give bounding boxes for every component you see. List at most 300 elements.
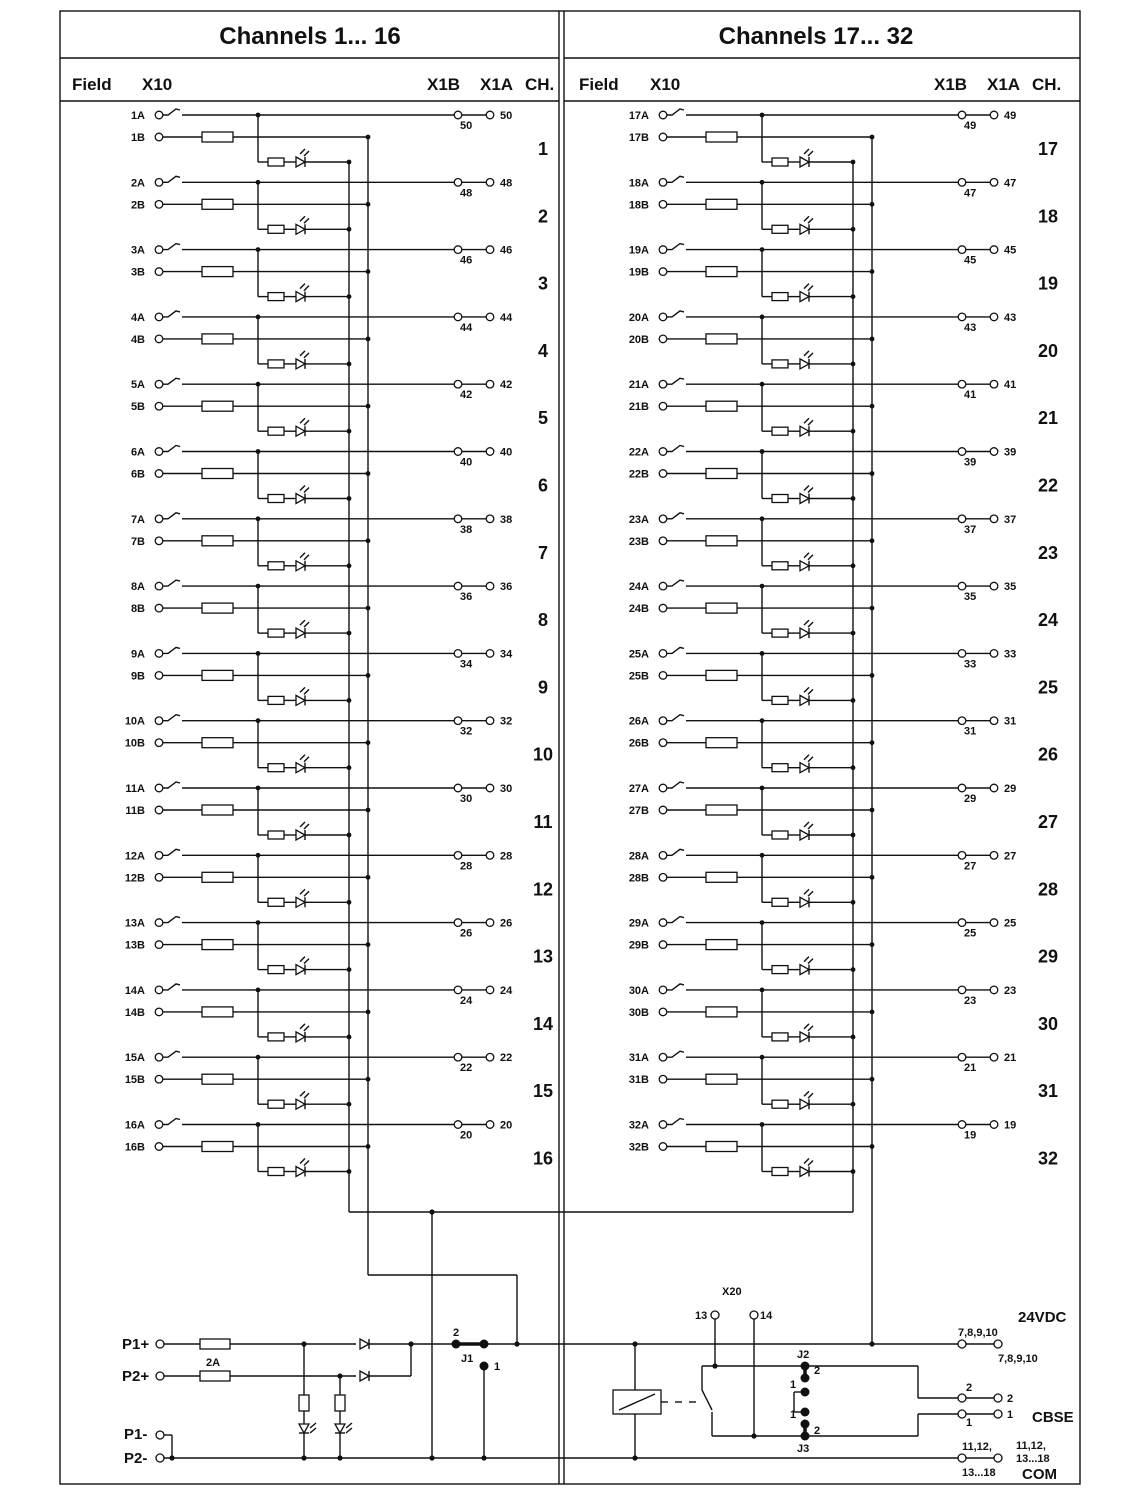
terminal-b-label: 15B (124, 1074, 145, 1087)
channel-row (125, 715, 553, 773)
resistor (202, 670, 233, 680)
x1b-terminal (454, 1053, 462, 1061)
terminal-a (659, 1121, 667, 1129)
terminal-b-label: 2B (130, 199, 145, 212)
cbse-pin1-a: 1 (966, 1417, 973, 1429)
switch-contact (667, 782, 684, 788)
com-terminal-b (994, 1454, 1002, 1462)
led-icon (800, 1167, 809, 1177)
x1b-terminal (454, 919, 462, 927)
terminal-a-label: 21A (628, 379, 649, 392)
x1a-pin-label: 48 (500, 177, 513, 190)
terminal-b (659, 201, 667, 209)
x1b-pin-label: 41 (964, 389, 977, 402)
x1a-pin-label: 38 (500, 513, 513, 526)
x1b-terminal (454, 246, 462, 254)
x1b-pin-label: 20 (460, 1129, 473, 1142)
header-x1a: X1A (987, 75, 1021, 94)
terminal-a (155, 313, 163, 321)
x1b-pin-label: 26 (460, 927, 473, 940)
terminal-a (659, 650, 667, 658)
channel-row (131, 647, 548, 705)
terminal-a (155, 650, 163, 658)
terminal-a-label: 3A (130, 244, 145, 257)
terminal-b (155, 1008, 163, 1016)
x1b-pin-label: 19 (964, 1129, 977, 1142)
led-resistor (772, 495, 788, 503)
cbse-terminal-2b (994, 1394, 1002, 1402)
led-resistor (268, 898, 284, 906)
switch-contact (163, 984, 180, 990)
x1a-terminal (486, 179, 494, 187)
switch-contact (667, 647, 684, 653)
terminal-b (659, 268, 667, 276)
led-resistor (772, 831, 788, 839)
terminal-a-label: 25A (628, 648, 649, 661)
terminal-a (659, 582, 667, 590)
header-x10: X10 (142, 75, 173, 94)
x1b-pin-label: 44 (460, 321, 473, 334)
output-terminals (872, 1309, 1074, 1483)
terminal-b-label: 21B (628, 401, 649, 414)
led-icon (800, 359, 809, 369)
led-resistor (772, 1033, 788, 1041)
switch-contact (163, 782, 180, 788)
x1b-pin-label: 39 (964, 456, 977, 469)
switch-contact (667, 1119, 684, 1125)
terminal-b-label: 23B (628, 535, 649, 548)
terminal-a-label: 24A (628, 581, 649, 594)
x1b-terminal (454, 852, 462, 860)
header-x1a: X1A (480, 75, 514, 94)
x1a-terminal (486, 313, 494, 321)
terminal-b-label: 13B (124, 939, 145, 952)
channel-rows-right (629, 109, 1058, 1177)
x1b-pin-label: 49 (964, 120, 977, 132)
x1a-terminal (990, 919, 998, 927)
switch-contact (163, 715, 180, 721)
channel-number: 8 (537, 610, 549, 631)
switch-contact (667, 849, 684, 855)
resistor (706, 469, 737, 479)
x1a-terminal (486, 919, 494, 927)
led-icon (296, 224, 305, 234)
terminal-a (659, 380, 667, 388)
x1b-pin-label: 30 (460, 793, 473, 805)
x1b-terminal (958, 448, 966, 456)
led-resistor (772, 1100, 788, 1108)
terminal-a-label: 11A (125, 783, 145, 795)
terminal-a-label: 1A (130, 110, 145, 122)
resistor (202, 940, 233, 950)
switch-contact (667, 311, 684, 317)
terminal-a-label: 28A (628, 850, 649, 863)
channel-row (125, 1119, 553, 1177)
channel-row (125, 984, 553, 1042)
channel-number: 20 (1037, 340, 1059, 361)
header-x10: X10 (650, 75, 681, 94)
terminal-a (659, 919, 667, 927)
channel-row (629, 917, 1058, 975)
resistor-led-p1 (299, 1395, 309, 1411)
terminal-a (659, 111, 667, 119)
terminal-a-label: 23A (628, 513, 649, 526)
channel-number: 3 (537, 273, 549, 294)
resistor (706, 603, 737, 613)
terminal-a (155, 1053, 163, 1061)
terminal-a (155, 448, 163, 456)
channel-rows-left (125, 109, 553, 1177)
power-input (122, 1336, 958, 1467)
terminal-a (155, 919, 163, 927)
channel-number: 32 (1037, 1148, 1059, 1169)
led-icon (800, 628, 809, 638)
terminal-b (659, 604, 667, 612)
x1a-pin-label: 35 (1004, 581, 1017, 594)
x1a-terminal (990, 650, 998, 658)
x1b-pin-label: 22 (460, 1062, 473, 1075)
x1a-pin-label: 42 (500, 379, 513, 392)
com-pins-a1: 11,12, (962, 1441, 992, 1453)
led-resistor (268, 629, 284, 637)
x1a-pin-label: 19 (1004, 1119, 1017, 1132)
led-icon (800, 1032, 809, 1042)
led-resistor (772, 898, 788, 906)
switch-contact (163, 176, 180, 182)
p2-plus-terminal (156, 1372, 164, 1380)
led-resistor (268, 495, 284, 503)
x1b-terminal (454, 179, 462, 187)
x1b-terminal (454, 111, 462, 119)
x1b-pin-label: 42 (460, 389, 473, 402)
x1b-terminal (454, 717, 462, 725)
cbse-terminal-1b (994, 1410, 1002, 1418)
com-title: COM (1022, 1466, 1057, 1483)
switch-contact (667, 580, 684, 586)
com-pins-a2: 13...18 (962, 1467, 996, 1479)
led-resistor (772, 158, 788, 166)
terminal-b (659, 874, 667, 882)
channel-number: 17 (1037, 139, 1059, 159)
led-resistor (268, 1100, 284, 1108)
com-terminal-a (958, 1454, 966, 1462)
switch-contact (667, 109, 684, 115)
terminal-b-label: 10B (124, 737, 145, 750)
led-icon (800, 763, 809, 773)
cbse-pin2-a: 2 (966, 1382, 973, 1394)
led-resistor (268, 427, 284, 435)
j1-pin1: 1 (494, 1361, 501, 1373)
resistor (202, 334, 233, 344)
switch-contact (163, 378, 180, 384)
header-field: Field (72, 75, 112, 94)
terminal-b-label: 8B (130, 603, 145, 616)
terminal-b-label: 25B (628, 670, 649, 683)
led-resistor (772, 562, 788, 570)
resistor (202, 1074, 233, 1084)
led-icon (296, 359, 305, 369)
channel-row (125, 849, 553, 907)
resistor (202, 469, 233, 479)
x1a-terminal (486, 717, 494, 725)
terminal-a (659, 1053, 667, 1061)
channel-number: 7 (537, 542, 549, 563)
p1-plus-terminal (156, 1340, 164, 1348)
terminal-a (155, 246, 163, 254)
x20-terminal-14 (750, 1311, 758, 1319)
terminal-b-label: 22B (628, 468, 649, 481)
switch-contact (163, 917, 180, 923)
led-icon (800, 224, 809, 234)
terminal-b (659, 941, 667, 949)
x1b-pin-label: 48 (460, 187, 473, 200)
channel-row (629, 446, 1058, 504)
terminal-a-label: 20A (628, 311, 649, 324)
x1a-pin-label: 20 (500, 1119, 513, 1132)
x1b-pin-label: 47 (964, 187, 977, 200)
terminal-a (659, 986, 667, 994)
terminal-a-label: 4A (130, 311, 145, 324)
x20-label: X20 (722, 1286, 742, 1298)
led-p2 (335, 1424, 345, 1433)
channel-number: 30 (1037, 1013, 1059, 1034)
x1b-terminal (958, 582, 966, 590)
cbse-title: CBSE (1032, 1409, 1074, 1426)
x1b-terminal (958, 1053, 966, 1061)
x1a-terminal (486, 582, 494, 590)
x1a-pin-label: 49 (1004, 110, 1017, 122)
x1b-terminal (454, 313, 462, 321)
x1b-terminal (454, 784, 462, 792)
x1b-terminal (958, 919, 966, 927)
resistor-led-p2 (335, 1395, 345, 1411)
resistor (706, 738, 737, 748)
led-icon (296, 965, 305, 975)
terminal-a (155, 1121, 163, 1129)
channel-row (131, 378, 548, 436)
x1a-terminal (990, 1053, 998, 1061)
switch-contact (163, 647, 180, 653)
resistor (706, 940, 737, 950)
x1b-terminal (958, 313, 966, 321)
channel-row (131, 446, 548, 504)
terminal-b (155, 604, 163, 612)
terminal-b (155, 335, 163, 343)
x1a-terminal (486, 1121, 494, 1129)
x1b-pin-label: 25 (964, 927, 977, 940)
terminal-a (155, 515, 163, 523)
channel-number: 26 (1037, 744, 1059, 765)
column-headers-left (72, 75, 554, 94)
channel-number: 1 (537, 139, 549, 159)
terminal-a (659, 717, 667, 725)
terminal-b (155, 402, 163, 410)
terminal-a-label: 27A (628, 783, 649, 795)
terminal-b (659, 1008, 667, 1016)
channel-number: 15 (532, 1081, 554, 1102)
led-resistor (268, 225, 284, 233)
x1b-pin-label: 38 (460, 523, 473, 536)
led-icon (296, 292, 305, 302)
terminal-b-label: 1B (130, 132, 145, 144)
x1a-pin-label: 33 (1004, 648, 1017, 661)
x1b-pin-label: 28 (460, 860, 473, 873)
terminal-a (659, 246, 667, 254)
channel-row (125, 1051, 553, 1109)
channel-number: 31 (1037, 1081, 1059, 1102)
vdc-pins-b: 7,8,9,10 (998, 1353, 1038, 1365)
terminal-b (155, 268, 163, 276)
terminal-b-label: 19B (628, 266, 649, 279)
terminal-a (155, 717, 163, 725)
switch-contact (163, 849, 180, 855)
x1a-pin-label: 50 (500, 110, 513, 122)
p2-minus-terminal (156, 1454, 164, 1462)
channel-number: 18 (1037, 206, 1059, 227)
terminal-a (659, 448, 667, 456)
x1b-terminal (958, 380, 966, 388)
fuse-p2 (200, 1371, 230, 1381)
x1b-terminal (958, 179, 966, 187)
resistor (706, 805, 737, 815)
terminal-b (659, 1075, 667, 1083)
terminal-b (659, 1143, 667, 1151)
p1-plus-label: P1+ (122, 1336, 150, 1353)
resistor (202, 738, 233, 748)
x1b-pin-label: 35 (964, 591, 977, 604)
resistor (706, 1142, 737, 1152)
led-resistor (772, 629, 788, 637)
terminal-b-label: 20B (628, 333, 649, 346)
resistor (202, 603, 233, 613)
channel-row (131, 244, 548, 302)
led-icon (296, 1167, 305, 1177)
x1b-terminal (454, 380, 462, 388)
x1b-pin-label: 46 (460, 254, 473, 267)
channel-row (629, 647, 1058, 705)
panel-title-right: Channels 17... 32 (718, 23, 914, 50)
channel-row (629, 580, 1058, 638)
x1b-terminal (958, 111, 966, 119)
terminal-b-label: 16B (124, 1141, 145, 1154)
x1a-terminal (990, 448, 998, 456)
x1a-terminal (486, 784, 494, 792)
x1a-pin-label: 45 (1004, 244, 1017, 257)
channel-row (629, 1119, 1058, 1177)
x1b-pin-label: 43 (964, 321, 977, 334)
x1a-pin-label: 39 (1004, 446, 1017, 459)
x1a-terminal (990, 246, 998, 254)
resistor (706, 872, 737, 882)
led-icon (800, 292, 809, 302)
terminal-a-label: 22A (628, 446, 649, 459)
led-icon (296, 695, 305, 705)
x1b-pin-label: 45 (964, 254, 977, 267)
terminal-b (659, 739, 667, 747)
x1a-pin-label: 40 (500, 446, 513, 459)
channel-number: 24 (1037, 610, 1059, 631)
led-icon (800, 561, 809, 571)
j1-pin2: 2 (453, 1327, 460, 1339)
switch-contact (667, 176, 684, 182)
x1a-pin-label: 24 (500, 984, 513, 997)
terminal-b-label: 14B (124, 1006, 145, 1019)
x1a-terminal (486, 246, 494, 254)
x1b-pin-label: 50 (460, 120, 473, 132)
channel-row (131, 311, 548, 369)
terminal-b (155, 874, 163, 882)
resistor (706, 334, 737, 344)
x1a-terminal (486, 111, 494, 119)
led-resistor (268, 966, 284, 974)
led-icon (800, 830, 809, 840)
terminal-b-label: 24B (628, 603, 649, 616)
j1-label: J1 (461, 1353, 474, 1365)
channel-row (629, 782, 1058, 840)
pin13-label: 13 (695, 1310, 708, 1322)
resistor (202, 199, 233, 209)
terminal-a (659, 515, 667, 523)
p2-plus-label: P2+ (122, 1368, 150, 1385)
terminal-a (659, 313, 667, 321)
channel-number: 5 (537, 408, 549, 429)
x1a-terminal (990, 111, 998, 119)
x1a-pin-label: 26 (500, 917, 513, 930)
terminal-b (659, 806, 667, 814)
led-icon (296, 1099, 305, 1109)
j2-pin2: 2 (814, 1365, 821, 1377)
relay-contact (702, 1390, 712, 1410)
channel-row (131, 176, 548, 234)
resistor (706, 267, 737, 277)
channel-row (629, 311, 1058, 369)
x1a-pin-label: 31 (1004, 715, 1017, 728)
x1a-pin-label: 30 (500, 783, 513, 795)
terminal-b (155, 1143, 163, 1151)
led-icon (296, 1032, 305, 1042)
led-icon (296, 561, 305, 571)
channel-number: 28 (1037, 879, 1059, 900)
channel-number: 11 (533, 812, 553, 832)
channel-number: 22 (1037, 475, 1059, 496)
led-resistor (268, 696, 284, 704)
led-icon (800, 897, 809, 907)
channel-number: 12 (532, 879, 554, 900)
x1a-pin-label: 28 (500, 850, 513, 863)
channel-row (629, 849, 1058, 907)
x1a-pin-label: 46 (500, 244, 513, 257)
vdc-terminal-b (994, 1340, 1002, 1348)
x1b-pin-label: 40 (460, 456, 473, 469)
x1a-terminal (990, 852, 998, 860)
led-resistor (772, 293, 788, 301)
fuse-rating: 2A (206, 1357, 221, 1369)
led-resistor (772, 764, 788, 772)
switch-contact (667, 378, 684, 384)
x1b-terminal (454, 650, 462, 658)
x1b-pin-label: 29 (964, 793, 977, 805)
channel-row (629, 109, 1058, 167)
x1a-terminal (990, 717, 998, 725)
terminal-a-label: 15A (124, 1052, 145, 1065)
terminal-b (155, 806, 163, 814)
channel-number: 21 (1037, 408, 1059, 429)
switch-contact (667, 917, 684, 923)
led-icon (296, 763, 305, 773)
terminal-a (155, 179, 163, 187)
resistor (202, 132, 233, 142)
led-resistor (772, 1168, 788, 1176)
